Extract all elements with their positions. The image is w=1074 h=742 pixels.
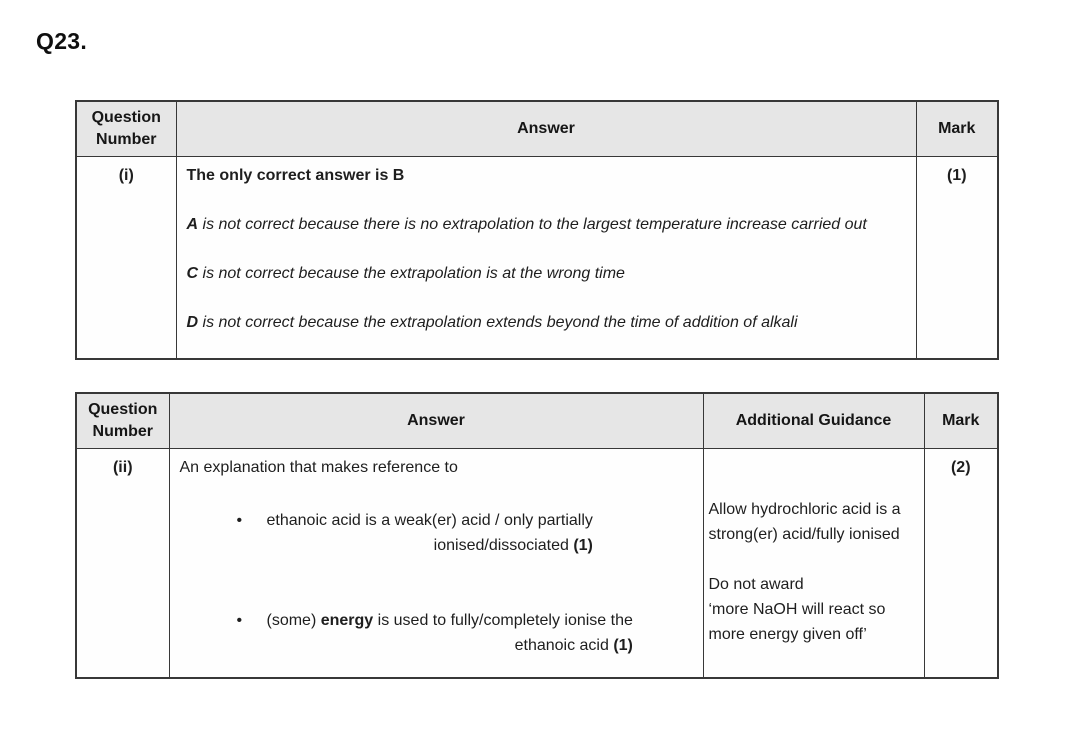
bullet-line-bold: energy [320, 611, 374, 629]
option-d-text: is not correct because the extrapolation extends beyond the time of addition of alkali [198, 313, 798, 331]
option-c-explanation [187, 261, 895, 286]
bullet-text-energy [267, 608, 633, 658]
table2-column-header-answer: Answer [169, 393, 703, 448]
option-c-text: is not correct because the extrapolation is at the wrong time [198, 264, 625, 282]
option-a-letter: A [186, 215, 199, 233]
additional-guidance-cell-ii [703, 448, 924, 678]
bullet-line [267, 633, 633, 658]
table1-column-header-question-number: Question Number [76, 101, 176, 156]
table2-column-header-mark: Mark [924, 393, 998, 448]
question-number-cell-i: (i) [76, 156, 176, 359]
bullet-line-text: ionised/dissociated [433, 536, 574, 554]
mark-cell-ii: (2) [924, 448, 998, 678]
bullet-line [267, 608, 633, 633]
bullet-mark-point: (1) [573, 536, 593, 554]
bullet-line [267, 508, 593, 533]
option-d-letter: D [186, 313, 199, 331]
guidance-do-not-award-note [709, 572, 919, 647]
option-c-letter: C [186, 264, 199, 282]
table1-row-i [76, 156, 998, 359]
correct-answer-statement: The only correct answer is B [186, 166, 405, 184]
bullet-icon: • [236, 611, 243, 629]
bullet-line [267, 533, 593, 558]
bullet-line-pre: (some) [266, 611, 321, 629]
guidance-line: strong(er) acid/fully ionised [708, 525, 900, 543]
table2-header-row [76, 393, 998, 448]
bullet-item-energy [237, 608, 693, 658]
page-title: Q23. [36, 28, 88, 54]
bullet-text-weak-acid [267, 508, 593, 558]
bullet-line-text: ethanoic acid [514, 636, 614, 654]
table1-header-row [76, 101, 998, 156]
table1-column-header-mark: Mark [916, 101, 998, 156]
table2-row-ii [76, 448, 998, 678]
option-a-text: is not correct because there is no extrapolation to the largest temperature increase carried out [198, 215, 867, 233]
table2-column-header-additional-guidance: Additional Guidance [703, 393, 924, 448]
bullet-icon: • [236, 511, 243, 529]
table2-column-header-question-number: Question Number [76, 393, 169, 448]
bullet-item-weak-acid [237, 508, 693, 558]
bullet-line-post: is used to fully/completely ionise the [373, 611, 633, 629]
bullet-mark-point: (1) [613, 636, 633, 654]
bullet-line-post: ethanoic acid is a weak(er) acid / only partially [266, 511, 593, 529]
table1-column-header-answer: Answer [176, 101, 916, 156]
guidance-line: Allow hydrochloric acid is a [708, 500, 901, 518]
mark-scheme-table-part-ii [75, 392, 999, 679]
mark-cell-i: (1) [916, 156, 998, 359]
guidance-line: ‘more NaOH will react so [708, 600, 886, 618]
answer-intro-text: An explanation that makes reference to [179, 458, 458, 476]
answer-cell-ii [169, 448, 703, 678]
answer-cell-i [176, 156, 916, 359]
option-d-explanation [187, 310, 895, 335]
guidance-line: more energy given off’ [708, 625, 867, 643]
mark-scheme-table-part-i [75, 100, 999, 360]
guidance-allow-note [709, 497, 919, 547]
option-a-explanation [187, 212, 895, 237]
guidance-line: Do not award [708, 575, 804, 593]
question-number-cell-ii: (ii) [76, 448, 169, 678]
guidance-content [709, 497, 919, 647]
